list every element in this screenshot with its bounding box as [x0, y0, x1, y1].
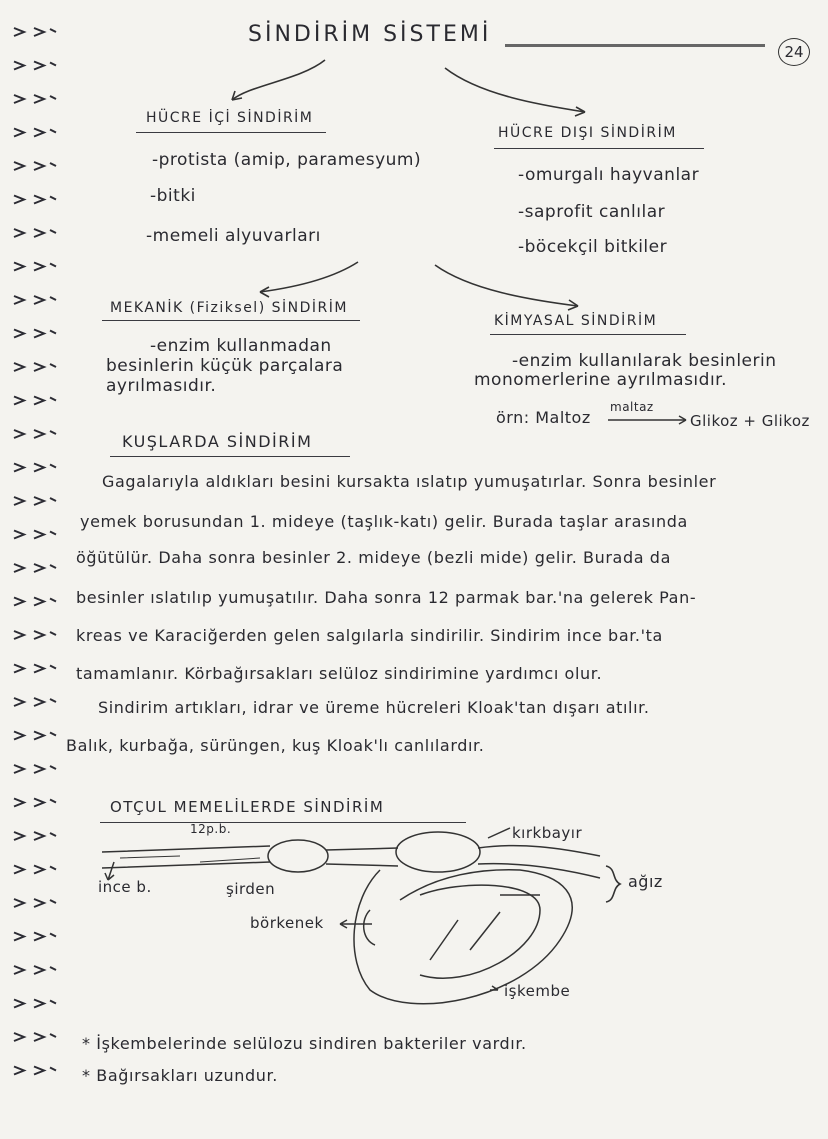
label-duodenum: 12p.b.	[190, 822, 232, 836]
mechanical-line-3: ayrılmasıdır.	[106, 376, 217, 396]
binding-mark	[14, 765, 56, 773]
extracellular-item-1: -omurgalı hayvanlar	[518, 165, 700, 185]
birds-line-7: Sindirim artıkları, idrar ve üreme hücreleri Kloak'tan dışarı atılır.	[98, 698, 650, 717]
page-number: 24	[778, 38, 810, 66]
note-2: * Bağırsakları uzundur.	[82, 1066, 278, 1085]
binding-mark	[14, 665, 56, 673]
binding-mark	[14, 95, 56, 103]
mechanical-heading: MEKANİK (Fiziksel) SİNDİRİM	[110, 300, 348, 316]
binding-mark	[14, 933, 56, 941]
intracellular-item-1: -protista (amip, paramesyum)	[152, 150, 422, 170]
binding-mark	[14, 866, 56, 874]
binding-mark	[14, 363, 56, 371]
label-rumen: işkembe	[504, 982, 571, 1000]
title-scribble	[505, 44, 765, 47]
label-mouth: ağız	[628, 872, 663, 891]
mechanical-underline	[102, 320, 360, 321]
binding-mark	[14, 430, 56, 438]
intracellular-underline	[136, 132, 326, 133]
chemical-example-result: Glikoz + Glikoz	[690, 412, 810, 430]
binding-mark	[14, 1000, 56, 1008]
chemical-line-1: -enzim kullanılarak besinlerin	[512, 351, 777, 371]
binding-mark	[14, 129, 56, 137]
birds-heading: KUŞLARDA SİNDİRİM	[122, 432, 313, 451]
birds-line-2: yemek borusundan 1. mideye (taşlık-katı) gelir. Burada taşlar arasında	[80, 512, 688, 531]
binding-mark	[14, 397, 56, 405]
label-abomasum: şirden	[226, 880, 276, 898]
chemical-line-2: monomerlerine ayrılmasıdır.	[474, 370, 727, 390]
chemical-enzyme: maltaz	[610, 400, 654, 414]
binding-mark	[14, 698, 56, 706]
binding-mark	[14, 263, 56, 271]
birds-line-6: tamamlanır. Körbağırsakları selüloz sindirimine yardımcı olur.	[76, 664, 603, 683]
ruminants-underline	[100, 822, 466, 823]
binding-mark	[14, 966, 56, 974]
binding-mark	[14, 1033, 56, 1041]
birds-line-5: kreas ve Karaciğerden gelen salgılarla sindirilir. Sindirim ince bar.'ta	[76, 626, 663, 645]
birds-line-4: besinler ıslatılıp yumuşatılır. Daha sonra 12 parmak bar.'na gelerek Pan-	[76, 588, 697, 607]
binding-mark	[14, 196, 56, 204]
intracellular-item-2: -bitki	[150, 186, 196, 206]
extracellular-item-3: -böcekçil bitkiler	[518, 237, 668, 257]
binding-mark	[14, 564, 56, 572]
binding-mark	[14, 330, 56, 338]
chemical-example-prefix: örn: Maltoz	[496, 408, 591, 427]
birds-line-8: Balık, kurbağa, sürüngen, kuş Kloak'lı canlılardır.	[66, 736, 485, 755]
extracellular-heading: HÜCRE DIŞI SİNDİRİM	[498, 125, 677, 141]
binding-mark	[14, 832, 56, 840]
page-title: SİNDİRİM SİSTEMİ	[248, 22, 492, 47]
binding-mark	[14, 1067, 56, 1075]
binding-mark	[14, 28, 56, 36]
binding-mark	[14, 296, 56, 304]
intracellular-heading: HÜCRE İÇİ SİNDİRİM	[146, 110, 314, 126]
birds-underline	[110, 456, 350, 457]
binding-mark	[14, 162, 56, 170]
binding-mark	[14, 497, 56, 505]
label-rumen-top: kırkbayır	[512, 824, 583, 842]
binding-mark	[14, 631, 56, 639]
binding-mark	[14, 732, 56, 740]
chemical-heading: KİMYASAL SİNDİRİM	[494, 313, 658, 329]
binding-mark	[14, 799, 56, 807]
binding-mark	[14, 464, 56, 472]
birds-line-1: Gagalarıyla aldıkları besini kursakta ıslatıp yumuşatırlar. Sonra besinler	[102, 472, 717, 491]
label-omasum: börkenek	[250, 914, 324, 932]
chemical-underline	[490, 334, 686, 335]
intracellular-item-3: -memeli alyuvarları	[146, 226, 321, 246]
spiral-binding	[0, 0, 70, 1139]
ruminants-heading: OTÇUL MEMELİLERDE SİNDİRİM	[110, 798, 385, 816]
binding-mark	[14, 598, 56, 606]
note-1: * İşkembelerinde selülozu sindiren bakteriler vardır.	[82, 1034, 527, 1053]
binding-mark	[14, 531, 56, 539]
binding-mark	[14, 899, 56, 907]
label-small-intestine: ince b.	[98, 878, 152, 896]
mechanical-line-1: -enzim kullanmadan	[150, 336, 332, 356]
extracellular-underline	[494, 148, 704, 149]
binding-mark	[14, 229, 56, 237]
extracellular-item-2: -saprofit canlılar	[518, 202, 666, 222]
binding-mark	[14, 62, 56, 70]
birds-line-3: öğütülür. Daha sonra besinler 2. mideye (bezli mide) gelir. Burada da	[76, 548, 671, 567]
mechanical-line-2: besinlerin küçük parçalara	[106, 356, 344, 376]
